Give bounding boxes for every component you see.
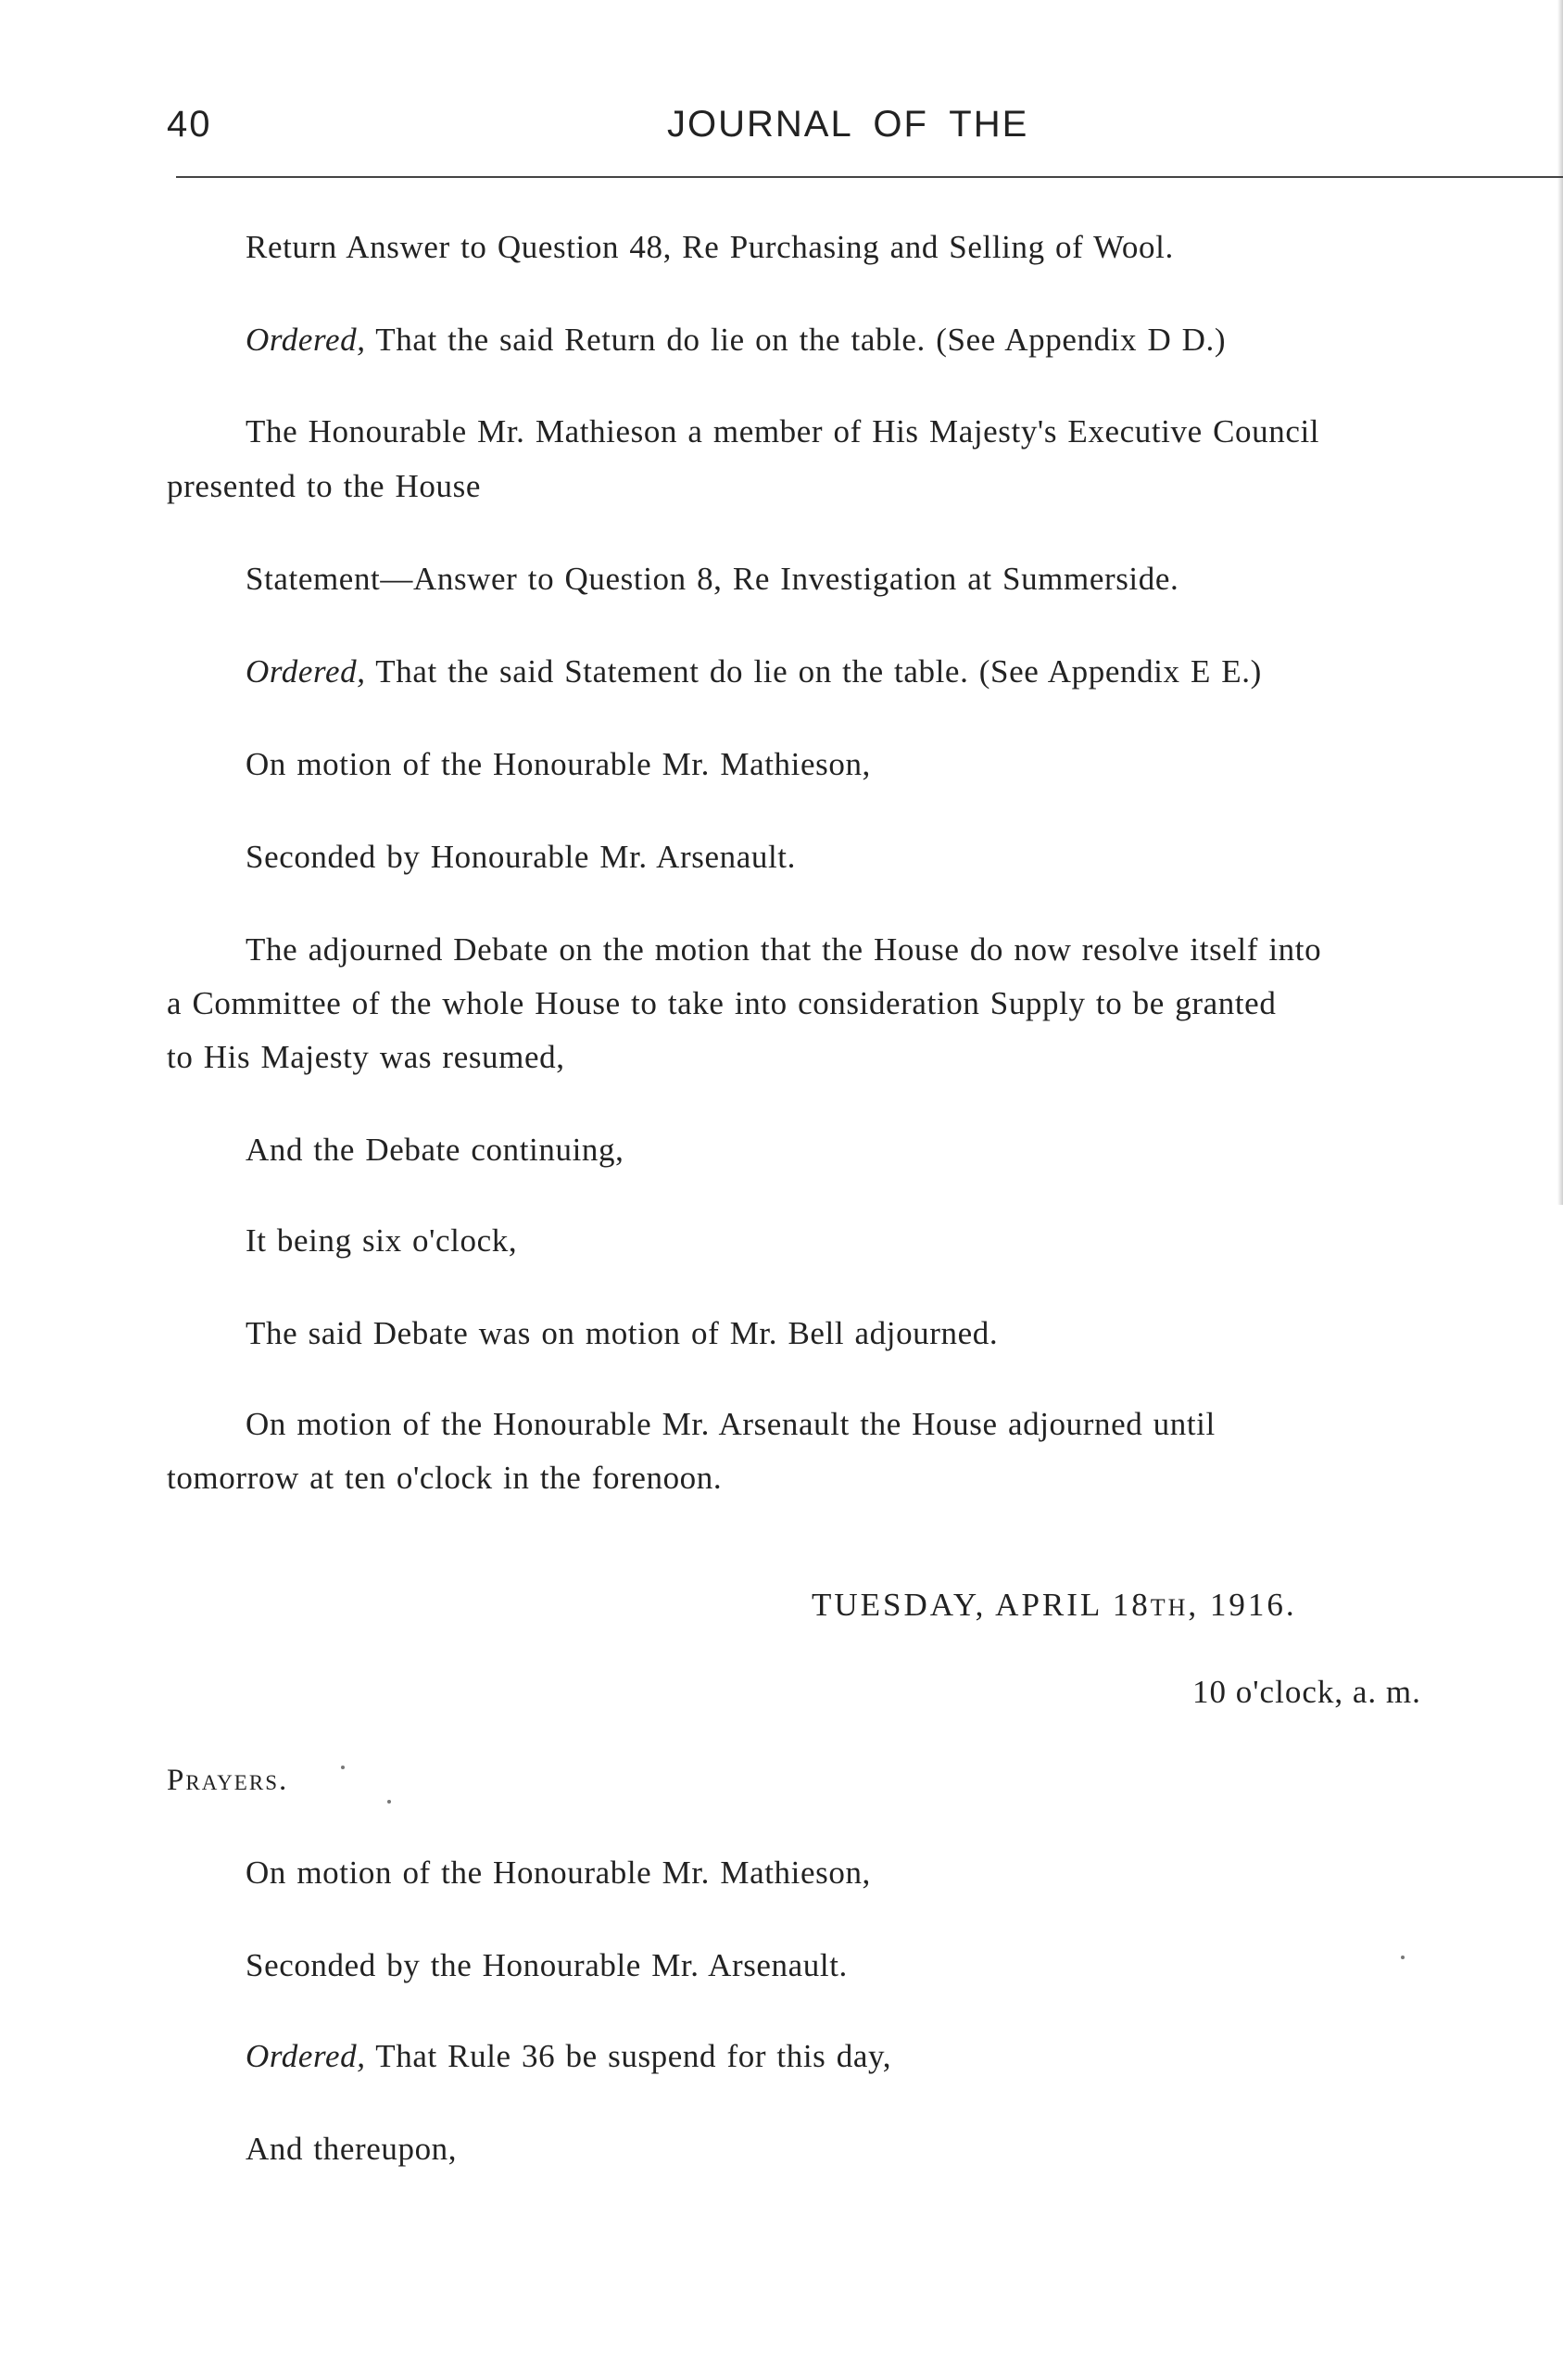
debate-continuing-text: And the Debate continuing, [246,1132,624,1168]
page-edge-shadow [1557,0,1563,1205]
motion-2-paragraph [246,1846,871,1900]
page-number: 40 [167,104,212,145]
return-answer-text: Return Answer to Question 48, Re Purchasing and Selling of Wool. [246,229,1174,265]
session-date [812,1587,1297,1624]
house-adjourned-text-2: tomorrow at ten o'clock in the forenoon. [167,1460,723,1496]
print-speck [387,1800,391,1804]
header-rule [176,176,1563,178]
house-adjourned-text-1: On motion of the Honourable Mr. Arsenault the House adjourned until [246,1406,1216,1442]
debate-text-3: to His Majesty was resumed, [167,1039,565,1075]
motion-2-text: On motion of the Honourable Mr. Mathieson, [246,1855,871,1891]
session-date-ordinal: TH [1150,1594,1189,1621]
prayers-heading: Prayers. [167,1764,289,1797]
presented-line-1 [246,405,1319,459]
debate-adjourned-paragraph [246,1307,998,1361]
seconded-paragraph [246,830,796,884]
thereupon-paragraph [246,2122,457,2176]
seconded-text: Seconded by Honourable Mr. Arsenault. [246,839,796,875]
print-speck [1401,1956,1405,1959]
ordered-rule-text: That Rule 36 be suspend for this day, [365,2038,892,2074]
statement-text: Statement—Answer to Question 8, Re Investigation at Summerside. [246,561,1179,597]
six-oclock-text: It being six o'clock, [246,1222,518,1259]
debate-text-2: a Committee of the whole House to take into consideration Supply to be granted [167,985,1277,1021]
ordered-return-text: That the said Return do lie on the table. (See Appendix D D.) [365,322,1227,358]
presented-line-2 [167,460,481,513]
running-head [167,104,1557,159]
motion-paragraph [246,738,871,791]
debate-adjourned-text: The said Debate was on motion of Mr. Bell adjourned. [246,1315,999,1351]
debate-line-2 [167,977,1276,1031]
presented-text-2: presented to the House [167,468,481,504]
session-time: 10 o'clock, a. m. [1192,1674,1421,1710]
ordered-statement-paragraph [246,645,1262,699]
house-adjourned-line-2 [167,1451,722,1505]
motion-text: On motion of the Honourable Mr. Mathieson, [246,746,871,782]
seconded-2-text: Seconded by the Honourable Mr. Arsenault. [246,1947,848,1983]
debate-line-1 [246,923,1321,977]
house-adjourned-line-1 [246,1398,1216,1451]
ordered-statement-text: That the said Statement do lie on the table. (See Appendix E E.) [365,653,1262,690]
ordered-rule-paragraph [246,2030,891,2083]
debate-text-1: The adjourned Debate on the motion that the House do now resolve itself into [246,931,1322,968]
ordered-return-paragraph [246,313,1226,367]
session-date-year: , 1916. [1188,1587,1297,1623]
six-oclock-paragraph [246,1214,517,1268]
seconded-2-paragraph [246,1939,848,1993]
thereupon-text: And thereupon, [246,2131,458,2167]
debate-line-3 [167,1031,565,1084]
session-date-main: TUESDAY, APRIL 18 [812,1587,1151,1623]
journal-title: JOURNAL OF THE [667,104,1029,145]
return-answer-paragraph [246,221,1174,274]
debate-continuing-paragraph [246,1123,624,1177]
ordered-label: Ordered, [246,322,366,358]
ordered-label: Ordered, [246,653,366,690]
statement-paragraph [246,552,1179,606]
print-speck [341,1766,345,1769]
presented-text-1: The Honourable Mr. Mathieson a member of His Majesty's Executive Council [246,413,1320,449]
ordered-label: Ordered, [246,2038,366,2074]
